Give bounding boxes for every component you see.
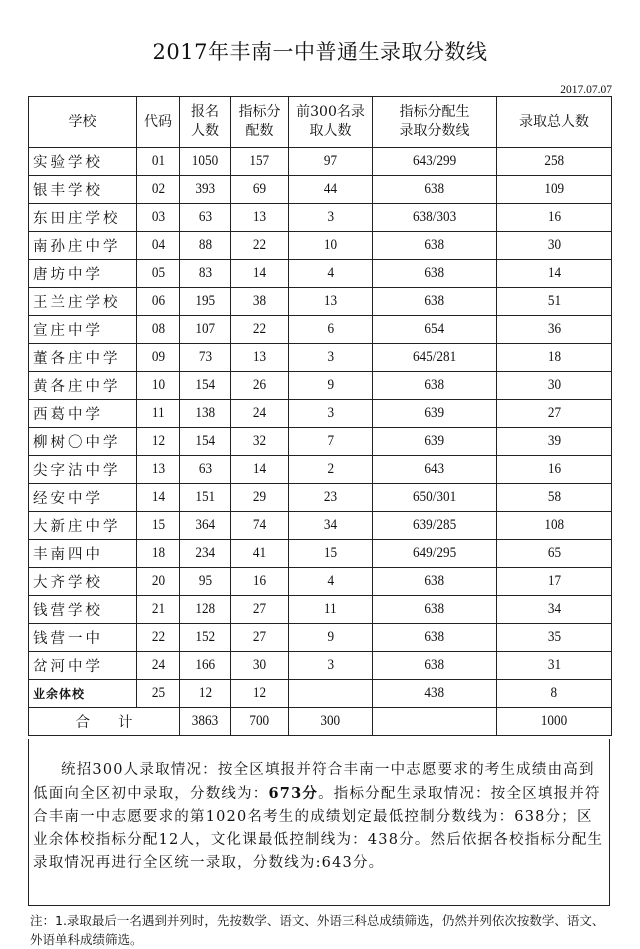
header-top300: 前300名录 取人数 (289, 97, 373, 148)
quota-cell: 30 (231, 652, 289, 680)
applicants-cell: 12 (180, 680, 231, 708)
total-top300-cell: 300 (289, 708, 373, 736)
header-total-admitted: 录取总人数 (497, 97, 612, 148)
school-name-cell: 西葛中学 (29, 400, 137, 428)
school-name-cell: 钱营一中 (29, 624, 137, 652)
top300-cell: 15 (289, 540, 373, 568)
applicants-cell: 364 (180, 512, 231, 540)
applicants-cell: 63 (180, 204, 231, 232)
quota-cell: 27 (231, 624, 289, 652)
total-cell: 16 (497, 204, 612, 232)
school-name-cell: 宣庄中学 (29, 316, 137, 344)
school-name-cell: 唐坊中学 (29, 260, 137, 288)
school-name-cell: 钱营学校 (29, 596, 137, 624)
quota-line-cell: 638 (373, 176, 497, 204)
school-name-cell: 大新庄中学 (29, 512, 137, 540)
school-name-cell: 岔河中学 (29, 652, 137, 680)
total-cell: 17 (497, 568, 612, 596)
code-cell: 24 (137, 652, 180, 680)
table-row (29, 568, 612, 596)
code-cell: 25 (137, 680, 180, 708)
quota-cell: 13 (231, 204, 289, 232)
total-cell: 58 (497, 484, 612, 512)
applicants-cell: 1050 (180, 148, 231, 176)
quota-line-cell: 639 (373, 400, 497, 428)
quota-line-cell: 638/303 (373, 204, 497, 232)
quota-cell: 12 (231, 680, 289, 708)
quota-cell: 13 (231, 344, 289, 372)
code-cell: 21 (137, 596, 180, 624)
code-cell: 11 (137, 400, 180, 428)
quota-line-cell: 654 (373, 316, 497, 344)
applicants-cell: 152 (180, 624, 231, 652)
table-row (29, 260, 612, 288)
code-cell: 05 (137, 260, 180, 288)
quota-cell: 74 (231, 512, 289, 540)
quota-cell: 14 (231, 260, 289, 288)
top300-cell (289, 680, 373, 708)
totals-row (29, 708, 612, 736)
table-row (29, 232, 612, 260)
header-school: 学校 (29, 97, 137, 148)
table-row (29, 540, 612, 568)
code-cell: 18 (137, 540, 180, 568)
total-cell: 14 (497, 260, 612, 288)
quota-cell: 16 (231, 568, 289, 596)
applicants-cell: 63 (180, 456, 231, 484)
applicants-cell: 154 (180, 428, 231, 456)
applicants-cell: 166 (180, 652, 231, 680)
school-name-cell: 丰南四中 (29, 540, 137, 568)
quota-cell: 27 (231, 596, 289, 624)
total-quota-line-cell (373, 708, 497, 736)
header-quota: 指标分 配数 (231, 97, 289, 148)
top300-cell: 34 (289, 512, 373, 540)
table-row (29, 428, 612, 456)
quota-line-cell: 638 (373, 624, 497, 652)
quota-line-cell: 638 (373, 260, 497, 288)
quota-line-cell: 638 (373, 372, 497, 400)
code-cell: 08 (137, 316, 180, 344)
table-row (29, 596, 612, 624)
applicants-cell: 107 (180, 316, 231, 344)
top300-cell: 11 (289, 596, 373, 624)
top300-cell: 4 (289, 568, 373, 596)
table-row (29, 148, 612, 176)
school-name-cell: 王兰庄学校 (29, 288, 137, 316)
school-name-cell: 经安中学 (29, 484, 137, 512)
code-cell: 15 (137, 512, 180, 540)
table-row (29, 512, 612, 540)
code-cell: 12 (137, 428, 180, 456)
quota-line-cell: 639 (373, 428, 497, 456)
quota-line-cell: 650/301 (373, 484, 497, 512)
school-name-cell: 实验学校 (29, 148, 137, 176)
quota-cell: 38 (231, 288, 289, 316)
header-applicants: 报名 人数 (180, 97, 231, 148)
quota-cell: 157 (231, 148, 289, 176)
table-header-row (29, 97, 612, 148)
table-row (29, 344, 612, 372)
school-name-cell: 董各庄中学 (29, 344, 137, 372)
table-row (29, 372, 612, 400)
applicants-cell: 128 (180, 596, 231, 624)
total-cell: 35 (497, 624, 612, 652)
admission-score-table (28, 96, 612, 736)
top300-cell: 4 (289, 260, 373, 288)
total-applicants-cell: 3863 (180, 708, 231, 736)
quota-cell: 29 (231, 484, 289, 512)
school-name-cell: 业余体校 (29, 680, 137, 708)
table-row (29, 176, 612, 204)
total-cell: 27 (497, 400, 612, 428)
total-cell: 36 (497, 316, 612, 344)
top300-cell: 97 (289, 148, 373, 176)
school-name-cell: 大齐学校 (29, 568, 137, 596)
quota-line-cell: 643/299 (373, 148, 497, 176)
code-cell: 13 (137, 456, 180, 484)
applicants-cell: 138 (180, 400, 231, 428)
school-name-cell: 尖字沽中学 (29, 456, 137, 484)
code-cell: 14 (137, 484, 180, 512)
total-cell: 108 (497, 512, 612, 540)
quota-line-cell: 643 (373, 456, 497, 484)
top300-cell: 9 (289, 372, 373, 400)
applicants-cell: 83 (180, 260, 231, 288)
total-cell: 109 (497, 176, 612, 204)
code-cell: 20 (137, 568, 180, 596)
quota-cell: 41 (231, 540, 289, 568)
quota-cell: 26 (231, 372, 289, 400)
code-cell: 09 (137, 344, 180, 372)
publish-date: 2017.07.07 (560, 84, 612, 96)
top300-cell: 7 (289, 428, 373, 456)
table-row (29, 204, 612, 232)
top300-cell: 13 (289, 288, 373, 316)
school-name-cell: 黄各庄中学 (29, 372, 137, 400)
code-cell: 06 (137, 288, 180, 316)
top300-cell: 3 (289, 204, 373, 232)
code-cell: 01 (137, 148, 180, 176)
school-name-cell: 东田庄学校 (29, 204, 137, 232)
quota-line-cell: 638 (373, 288, 497, 316)
total-total-cell: 1000 (497, 708, 612, 736)
quota-cell: 22 (231, 316, 289, 344)
applicants-cell: 195 (180, 288, 231, 316)
quota-line-cell: 438 (373, 680, 497, 708)
total-quota-cell: 700 (231, 708, 289, 736)
total-cell: 51 (497, 288, 612, 316)
table-row (29, 288, 612, 316)
top300-cell: 9 (289, 624, 373, 652)
table-row (29, 484, 612, 512)
total-cell: 65 (497, 540, 612, 568)
table-row (29, 652, 612, 680)
applicants-cell: 234 (180, 540, 231, 568)
code-cell: 03 (137, 204, 180, 232)
quota-line-cell: 638 (373, 652, 497, 680)
table-row (29, 680, 612, 708)
total-cell: 18 (497, 344, 612, 372)
applicants-cell: 95 (180, 568, 231, 596)
table-row (29, 316, 612, 344)
total-cell: 8 (497, 680, 612, 708)
admission-notes-text: 统招300人录取情况：按全区填报并符合丰南一中志愿要求的考生成绩由高到低面向全区初中录取，分数线为：673分。指标分配生录取情况：按全区填报并符合丰南一中志愿要求的第1020名考生的成绩划定最低控制分数线为：638分；区业余体校指标分配12人，文化课最低控制线为：438分。然后依据各校指标分配生录取情况再进行全区统一录取，分数线为:643分。 (33, 762, 604, 871)
code-cell: 04 (137, 232, 180, 260)
school-name-cell: 柳树〇中学 (29, 428, 137, 456)
quota-cell: 22 (231, 232, 289, 260)
school-name-cell: 银丰学校 (29, 176, 137, 204)
header-code: 代码 (137, 97, 180, 148)
quota-cell: 24 (231, 400, 289, 428)
header-quota-line: 指标分配生 录取分数线 (373, 97, 497, 148)
applicants-cell: 88 (180, 232, 231, 260)
top300-cell: 23 (289, 484, 373, 512)
total-cell: 31 (497, 652, 612, 680)
code-cell: 22 (137, 624, 180, 652)
page-title: 2017年丰南一中普通生录取分数线 (152, 40, 488, 64)
totals-label: 合计 (29, 708, 180, 736)
code-cell: 02 (137, 176, 180, 204)
table-row (29, 624, 612, 652)
top300-cell: 6 (289, 316, 373, 344)
quota-cell: 32 (231, 428, 289, 456)
quota-line-cell: 638 (373, 232, 497, 260)
total-cell: 30 (497, 372, 612, 400)
quota-line-cell: 639/285 (373, 512, 497, 540)
total-cell: 258 (497, 148, 612, 176)
quota-cell: 14 (231, 456, 289, 484)
applicants-cell: 73 (180, 344, 231, 372)
footnote: 注：1.录取最后一名遇到并列时，先按数学、语文、外语三科总成绩筛选，仍然并列依次按数学、语文、外语单科成绩筛选。 (30, 913, 605, 947)
applicants-cell: 154 (180, 372, 231, 400)
top300-cell: 3 (289, 400, 373, 428)
table-row (29, 400, 612, 428)
code-cell: 10 (137, 372, 180, 400)
top300-cell: 3 (289, 652, 373, 680)
total-cell: 39 (497, 428, 612, 456)
quota-cell: 69 (231, 176, 289, 204)
top300-cell: 3 (289, 344, 373, 372)
total-cell: 30 (497, 232, 612, 260)
school-name-cell: 南孙庄中学 (29, 232, 137, 260)
total-cell: 34 (497, 596, 612, 624)
table-row (29, 456, 612, 484)
applicants-cell: 151 (180, 484, 231, 512)
quota-line-cell: 649/295 (373, 540, 497, 568)
admission-notes-box (28, 739, 610, 906)
total-cell: 16 (497, 456, 612, 484)
top300-cell: 2 (289, 456, 373, 484)
quota-line-cell: 645/281 (373, 344, 497, 372)
top300-cell: 10 (289, 232, 373, 260)
unified-score-line: 673分 (268, 785, 319, 802)
quota-line-cell: 638 (373, 568, 497, 596)
top300-cell: 44 (289, 176, 373, 204)
applicants-cell: 393 (180, 176, 231, 204)
quota-line-cell: 638 (373, 596, 497, 624)
